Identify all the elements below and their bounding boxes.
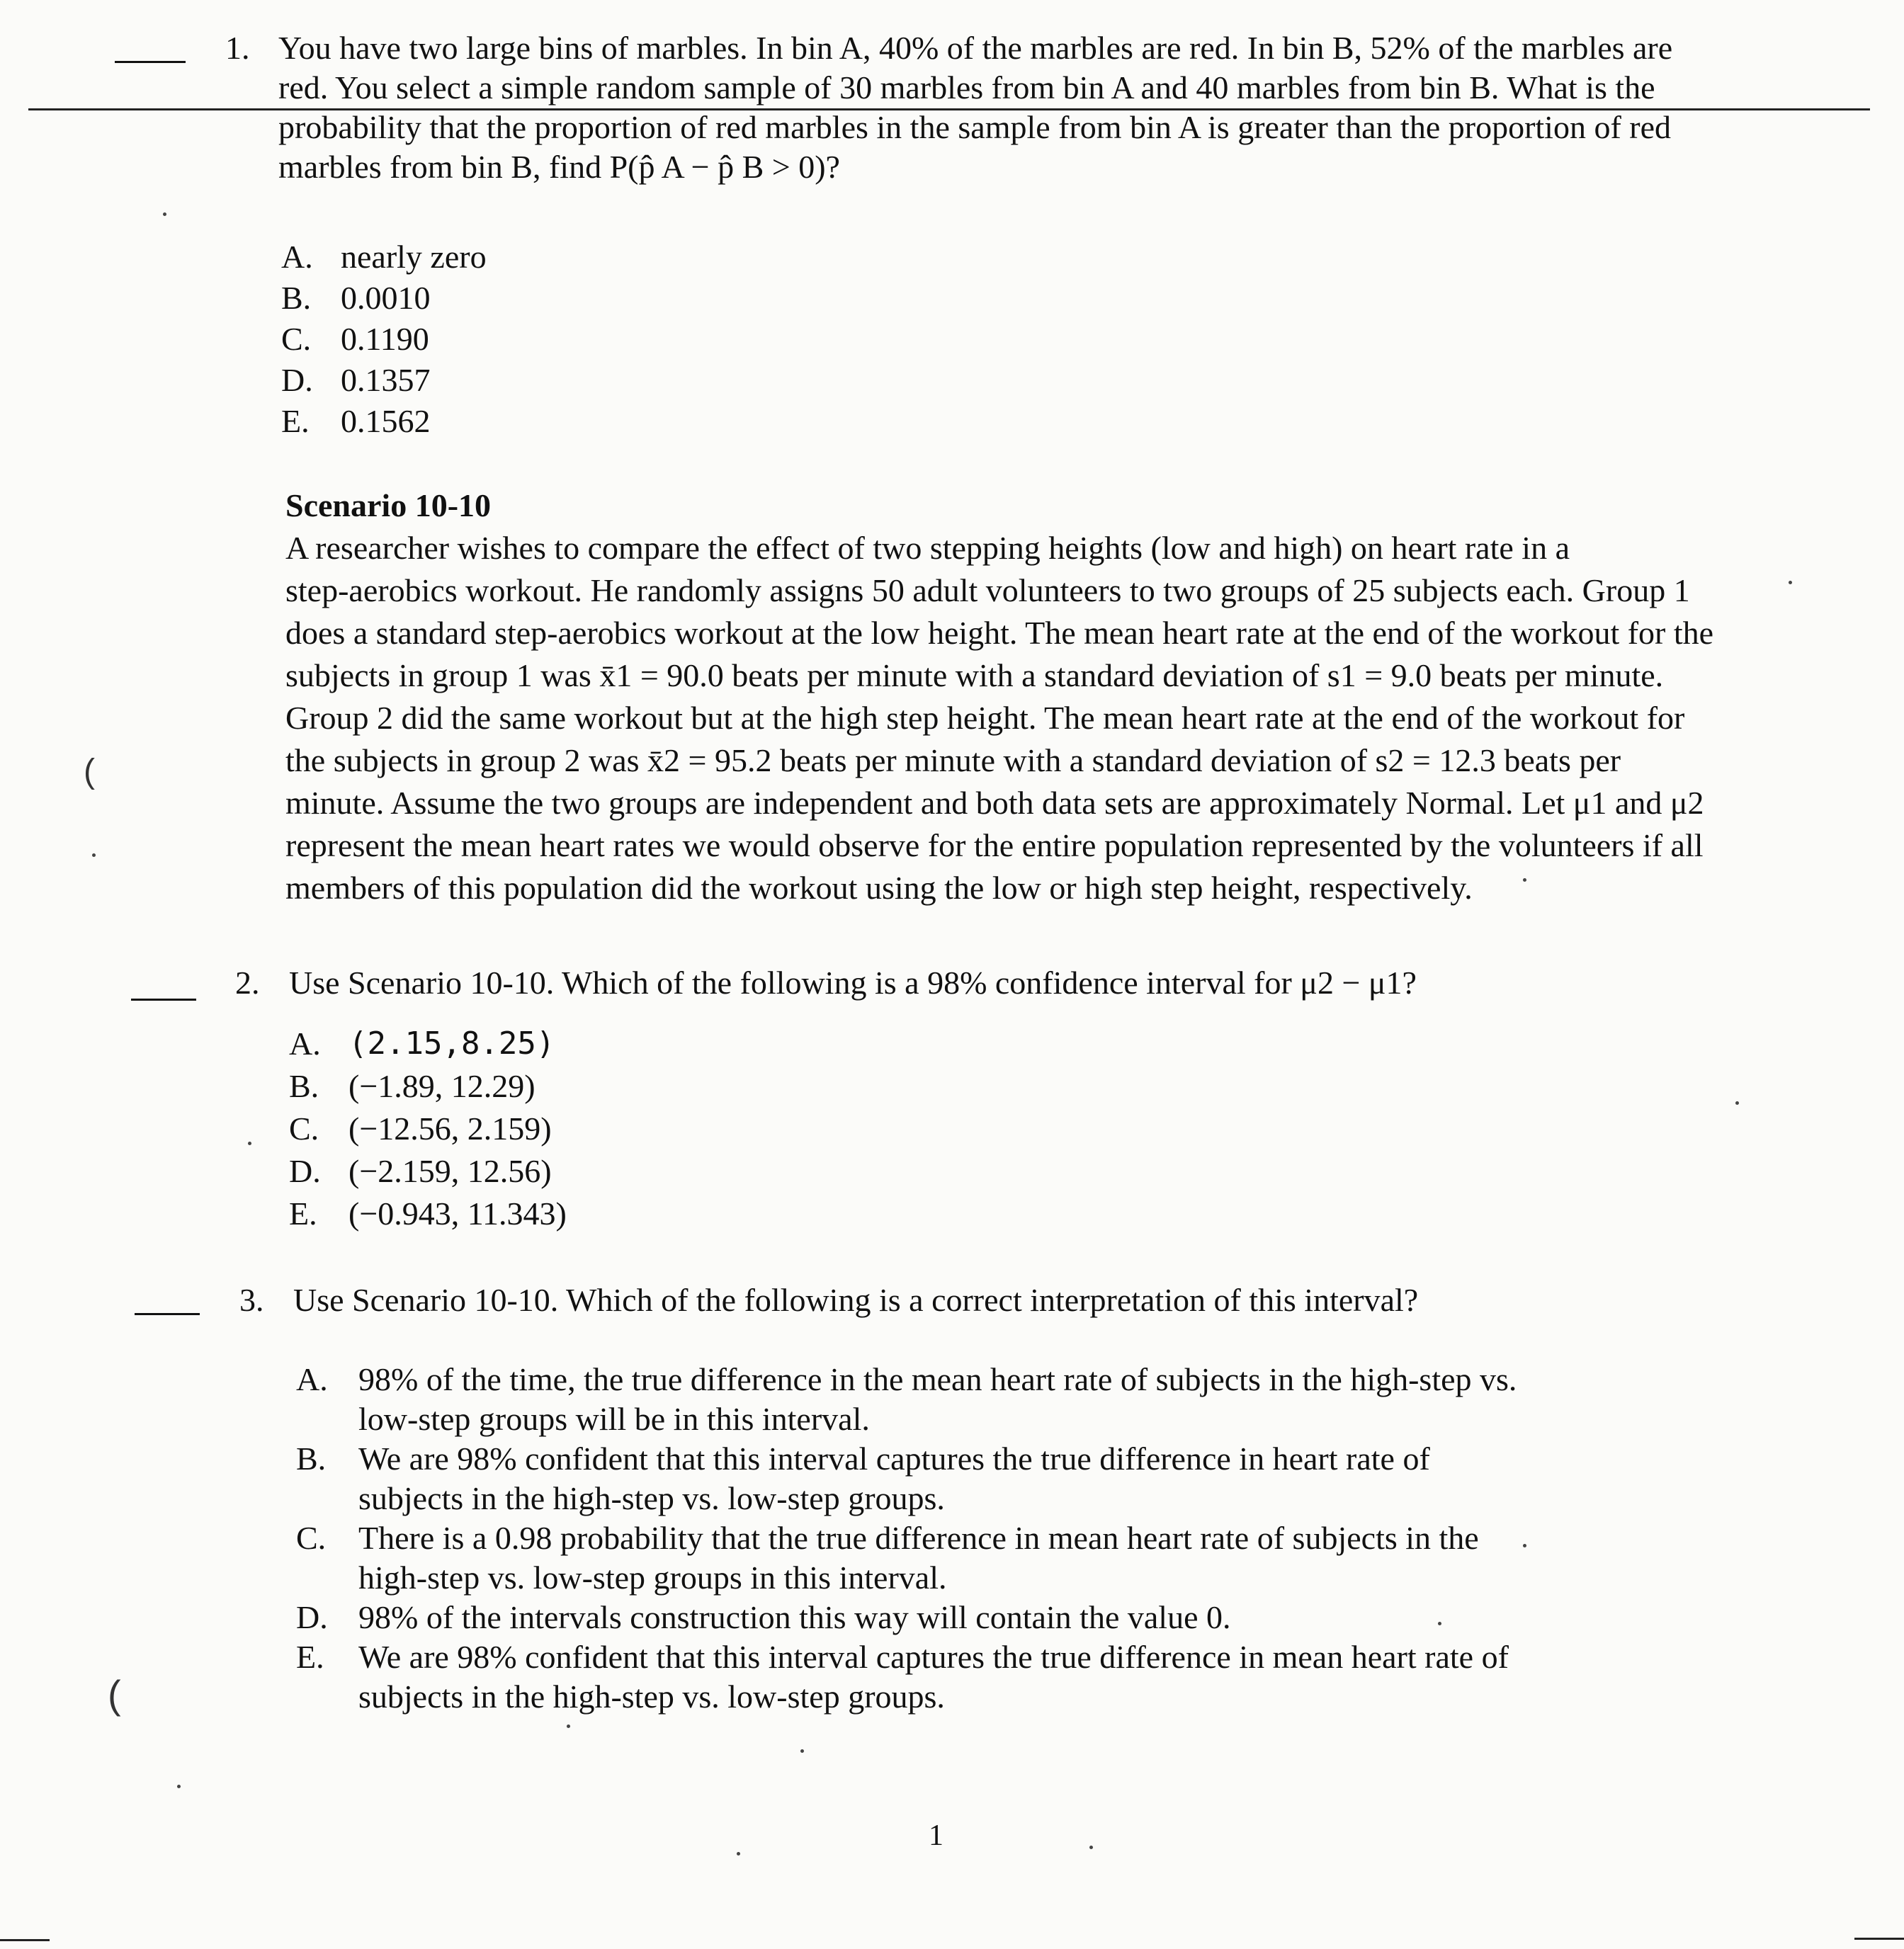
question-2-stem: [289, 963, 1417, 1003]
choice-letter: C.: [296, 1520, 327, 1556]
choice-text-line: 98% of the time, the true difference in the mean heart rate of subjects in the high-step vs.: [358, 1361, 1517, 1397]
page-number: 1: [929, 1819, 944, 1852]
choice-text: 0.1190: [341, 321, 429, 357]
choice-3d[interactable]: [296, 1598, 1517, 1637]
question-number-2: 2.: [235, 965, 260, 1001]
scan-speck: [1089, 1846, 1093, 1849]
choice-text: (−0.943, 11.343): [348, 1195, 567, 1232]
scan-speck: [1438, 1622, 1441, 1625]
scan-speck: [567, 1724, 570, 1728]
answer-blank-q2[interactable]: [131, 999, 196, 1001]
scan-speck: [163, 212, 166, 216]
scan-speck: [1735, 1101, 1739, 1105]
choice-letter: B.: [289, 1068, 319, 1104]
scan-speck: [800, 1749, 804, 1753]
question-2-choices: [289, 1023, 567, 1235]
choice-1e[interactable]: [281, 401, 487, 442]
choice-letter: E.: [296, 1639, 324, 1675]
question-2-stem-line: Use Scenario 10-10. Which of the following is a 98% confidence interval for μ2 − μ1?: [289, 965, 1417, 1001]
choice-1c[interactable]: [281, 319, 487, 360]
question-3-stem-line: Use Scenario 10-10. Which of the following is a correct interpretation of this interval?: [293, 1282, 1419, 1318]
choice-letter: E.: [289, 1195, 317, 1232]
choice-letter: A.: [289, 1025, 321, 1062]
choice-2b[interactable]: [289, 1065, 567, 1108]
scan-speck: [1523, 1544, 1526, 1547]
scenario-line: Group 2 did the same workout but at the high step height. The mean heart rate at the end of the workout for: [285, 700, 1685, 736]
choice-text-line: There is a 0.98 probability that the true difference in mean heart rate of subjects in the: [358, 1520, 1479, 1556]
horizontal-rule: [28, 108, 1870, 110]
choice-text-line: We are 98% confident that this interval captures the true difference in heart rate of: [358, 1441, 1430, 1477]
scenario-line: subjects in group 1 was x̄1 = 90.0 beats per minute with a standard deviation of s1 = 9.0 beats per minute.: [285, 657, 1664, 693]
choice-text: (−12.56, 2.159): [348, 1110, 552, 1147]
question-1-stem-line: probability that the proportion of red marbles in the sample from bin A is greater than the proportion of red: [278, 109, 1672, 145]
choice-text-line: high-step vs. low-step groups in this interval.: [358, 1559, 947, 1596]
scan-speck: [1523, 878, 1526, 882]
choice-letter: C.: [281, 321, 312, 357]
question-number-1: 1.: [225, 30, 250, 66]
scan-speck: [248, 1142, 251, 1145]
scenario-line: the subjects in group 2 was x̄2 = 95.2 beats per minute with a standard deviation of s2 = 12.3 beats per: [285, 742, 1621, 778]
choice-1a[interactable]: [281, 237, 487, 278]
question-1-stem: [278, 28, 1672, 187]
question-number-3: 3.: [239, 1282, 264, 1318]
choice-letter: A.: [281, 239, 313, 275]
choice-letter: D.: [281, 362, 313, 398]
question-1-stem-line: You have two large bins of marbles. In bin A, 40% of the marbles are red. In bin B, 52% of the marbles are: [278, 30, 1673, 66]
scenario-title: Scenario 10-10: [285, 487, 492, 523]
question-1-stem-line: red. You select a simple random sample of 30 marbles from bin A and 40 marbles from bin B. What is the: [278, 69, 1655, 106]
choice-2e[interactable]: [289, 1193, 567, 1235]
choice-1d[interactable]: [281, 360, 487, 401]
choice-3e[interactable]: [296, 1637, 1517, 1717]
question-3-stem: [293, 1280, 1418, 1320]
choice-letter: A.: [296, 1361, 328, 1397]
margin-mark: (: [108, 1672, 121, 1717]
choice-text: 0.0010: [341, 280, 431, 316]
scan-speck: [177, 1785, 181, 1788]
choice-letter: B.: [281, 280, 312, 316]
scan-speck: [737, 1852, 740, 1856]
choice-2c[interactable]: [289, 1108, 567, 1150]
choice-text: (2.15,8.25): [348, 1025, 555, 1062]
scenario-line: step-aerobics workout. He randomly assigns 50 adult volunteers to two groups of 25 subjects each. Group 1: [285, 572, 1690, 608]
choice-3a[interactable]: [296, 1360, 1517, 1439]
scan-speck: [92, 853, 96, 857]
choice-text: 0.1562: [341, 403, 431, 439]
question-3-choices: [296, 1360, 1517, 1717]
choice-letter: D.: [296, 1599, 328, 1635]
choice-3b[interactable]: [296, 1439, 1517, 1518]
choice-2d[interactable]: [289, 1150, 567, 1193]
answer-blank-q1[interactable]: [115, 61, 186, 63]
scan-edge-line: [0, 1939, 50, 1941]
scenario-10-10: [285, 484, 1713, 909]
answer-blank-q3[interactable]: [135, 1313, 200, 1315]
scan-edge-line: [1854, 1938, 1904, 1940]
scenario-line: does a standard step-aerobics workout at the low height. The mean heart rate at the end of the workout for the: [285, 615, 1714, 651]
choice-text-line: low-step groups will be in this interval.: [358, 1401, 870, 1437]
choice-letter: C.: [289, 1110, 319, 1147]
choice-text-line: We are 98% confident that this interval captures the true difference in mean heart rate of: [358, 1639, 1509, 1675]
choice-3c[interactable]: [296, 1518, 1517, 1598]
scenario-line: minute. Assume the two groups are independent and both data sets are approximately Normal. Let μ1 and μ2: [285, 785, 1704, 821]
question-1-choices: [281, 237, 487, 442]
choice-letter: E.: [281, 403, 310, 439]
scenario-line: represent the mean heart rates we would observe for the entire population represented by the volunteers if all: [285, 827, 1704, 863]
choice-text: (−2.159, 12.56): [348, 1153, 552, 1189]
choice-letter: B.: [296, 1441, 327, 1477]
choice-text-line: 98% of the intervals construction this way will contain the value 0.: [358, 1599, 1231, 1635]
question-1-stem-line: marbles from bin B, find P(p̂ A − p̂ B > 0)?: [278, 149, 840, 185]
margin-mark: (: [84, 753, 95, 790]
choice-text: nearly zero: [341, 239, 487, 275]
choice-2a[interactable]: [289, 1023, 567, 1065]
choice-text-line: subjects in the high-step vs. low-step groups.: [358, 1480, 945, 1516]
choice-text: 0.1357: [341, 362, 431, 398]
choice-text-line: subjects in the high-step vs. low-step groups.: [358, 1678, 945, 1715]
scenario-line: members of this population did the workout using the low or high step height, respectively.: [285, 870, 1473, 906]
choice-1b[interactable]: [281, 278, 487, 319]
choice-text: (−1.89, 12.29): [348, 1068, 536, 1104]
choice-letter: D.: [289, 1153, 321, 1189]
scenario-line: A researcher wishes to compare the effect of two stepping heights (low and high) on heart rate in a: [285, 530, 1570, 566]
scan-speck: [1789, 581, 1792, 584]
